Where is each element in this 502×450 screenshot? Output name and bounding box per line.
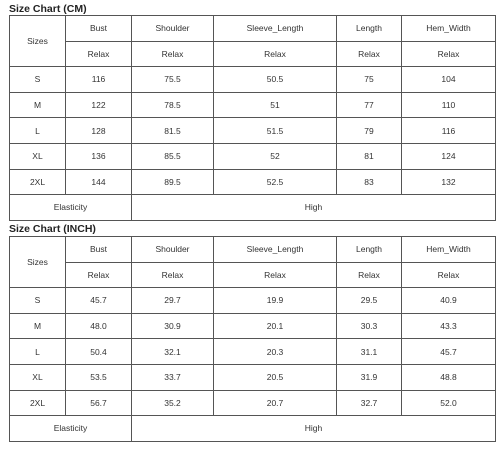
elasticity-row [10, 416, 496, 442]
value-cell: 33.7 [132, 364, 214, 390]
column-header-bust: Bust [66, 16, 132, 42]
value-cell: 29.5 [337, 288, 402, 314]
fit-row [10, 41, 496, 67]
column-header-length: Length [337, 237, 402, 263]
value-cell: 20.7 [214, 390, 337, 416]
value-cell: 136 [66, 143, 132, 169]
column-header-length: Length [337, 16, 402, 42]
table-row [10, 67, 496, 93]
fit-cell: Relax [66, 262, 132, 288]
table-row [10, 92, 496, 118]
column-header-sleeve-length: Sleeve_Length [214, 237, 337, 263]
value-cell: 51 [214, 92, 337, 118]
value-cell: 45.7 [402, 339, 496, 365]
value-cell: 32.7 [337, 390, 402, 416]
value-cell: 45.7 [66, 288, 132, 314]
value-cell: 51.5 [214, 118, 337, 144]
size-cell: L [10, 118, 66, 144]
value-cell: 75 [337, 67, 402, 93]
fit-cell: Relax [132, 262, 214, 288]
size-cell: 2XL [10, 169, 66, 195]
value-cell: 40.9 [402, 288, 496, 314]
table-row [10, 143, 496, 169]
value-cell: 81.5 [132, 118, 214, 144]
value-cell: 124 [402, 143, 496, 169]
value-cell: 31.1 [337, 339, 402, 365]
column-header-sleeve-length: Sleeve_Length [214, 16, 337, 42]
fit-cell: Relax [402, 41, 496, 67]
elasticity-row [10, 195, 496, 221]
value-cell: 31.9 [337, 364, 402, 390]
table-row [10, 313, 496, 339]
value-cell: 35.2 [132, 390, 214, 416]
table-row [10, 390, 496, 416]
elasticity-label: Elasticity [10, 195, 132, 221]
value-cell: 53.5 [66, 364, 132, 390]
column-header-shoulder: Shoulder [132, 16, 214, 42]
size-chart-inch-title: Size Chart (INCH) [9, 223, 96, 235]
size-chart-inch-table [9, 236, 496, 442]
elasticity-label: Elasticity [10, 416, 132, 442]
size-cell: M [10, 92, 66, 118]
value-cell: 50.5 [214, 67, 337, 93]
header-row [10, 237, 496, 263]
value-cell: 104 [402, 67, 496, 93]
value-cell: 50.4 [66, 339, 132, 365]
size-cell: S [10, 67, 66, 93]
fit-cell: Relax [337, 262, 402, 288]
value-cell: 52 [214, 143, 337, 169]
fit-cell: Relax [337, 41, 402, 67]
fit-cell: Relax [402, 262, 496, 288]
size-cell: M [10, 313, 66, 339]
fit-cell: Relax [132, 41, 214, 67]
column-header-shoulder: Shoulder [132, 237, 214, 263]
value-cell: 29.7 [132, 288, 214, 314]
elasticity-value: High [132, 195, 496, 221]
value-cell: 48.8 [402, 364, 496, 390]
column-header-bust: Bust [66, 237, 132, 263]
value-cell: 30.3 [337, 313, 402, 339]
value-cell: 20.3 [214, 339, 337, 365]
value-cell: 32.1 [132, 339, 214, 365]
size-cell: S [10, 288, 66, 314]
header-row [10, 16, 496, 42]
value-cell: 56.7 [66, 390, 132, 416]
value-cell: 116 [402, 118, 496, 144]
value-cell: 52.5 [214, 169, 337, 195]
value-cell: 85.5 [132, 143, 214, 169]
value-cell: 43.3 [402, 313, 496, 339]
value-cell: 83 [337, 169, 402, 195]
column-header-hem-width: Hem_Width [402, 237, 496, 263]
fit-cell: Relax [214, 262, 337, 288]
size-chart-cm-table [9, 15, 496, 221]
size-cell: XL [10, 364, 66, 390]
value-cell: 78.5 [132, 92, 214, 118]
size-chart-cm-title: Size Chart (CM) [9, 3, 87, 15]
value-cell: 128 [66, 118, 132, 144]
value-cell: 81 [337, 143, 402, 169]
value-cell: 79 [337, 118, 402, 144]
value-cell: 132 [402, 169, 496, 195]
sizes-header: Sizes [10, 16, 66, 67]
table-row [10, 288, 496, 314]
column-header-hem-width: Hem_Width [402, 16, 496, 42]
value-cell: 89.5 [132, 169, 214, 195]
table-row [10, 118, 496, 144]
fit-cell: Relax [66, 41, 132, 67]
value-cell: 122 [66, 92, 132, 118]
value-cell: 30.9 [132, 313, 214, 339]
table-row [10, 169, 496, 195]
value-cell: 48.0 [66, 313, 132, 339]
fit-row [10, 262, 496, 288]
value-cell: 52.0 [402, 390, 496, 416]
value-cell: 144 [66, 169, 132, 195]
size-cell: 2XL [10, 390, 66, 416]
table-row [10, 339, 496, 365]
value-cell: 116 [66, 67, 132, 93]
value-cell: 20.1 [214, 313, 337, 339]
value-cell: 77 [337, 92, 402, 118]
value-cell: 110 [402, 92, 496, 118]
value-cell: 19.9 [214, 288, 337, 314]
value-cell: 75.5 [132, 67, 214, 93]
fit-cell: Relax [214, 41, 337, 67]
sizes-header: Sizes [10, 237, 66, 288]
size-cell: L [10, 339, 66, 365]
value-cell: 20.5 [214, 364, 337, 390]
elasticity-value: High [132, 416, 496, 442]
table-row [10, 364, 496, 390]
size-cell: XL [10, 143, 66, 169]
